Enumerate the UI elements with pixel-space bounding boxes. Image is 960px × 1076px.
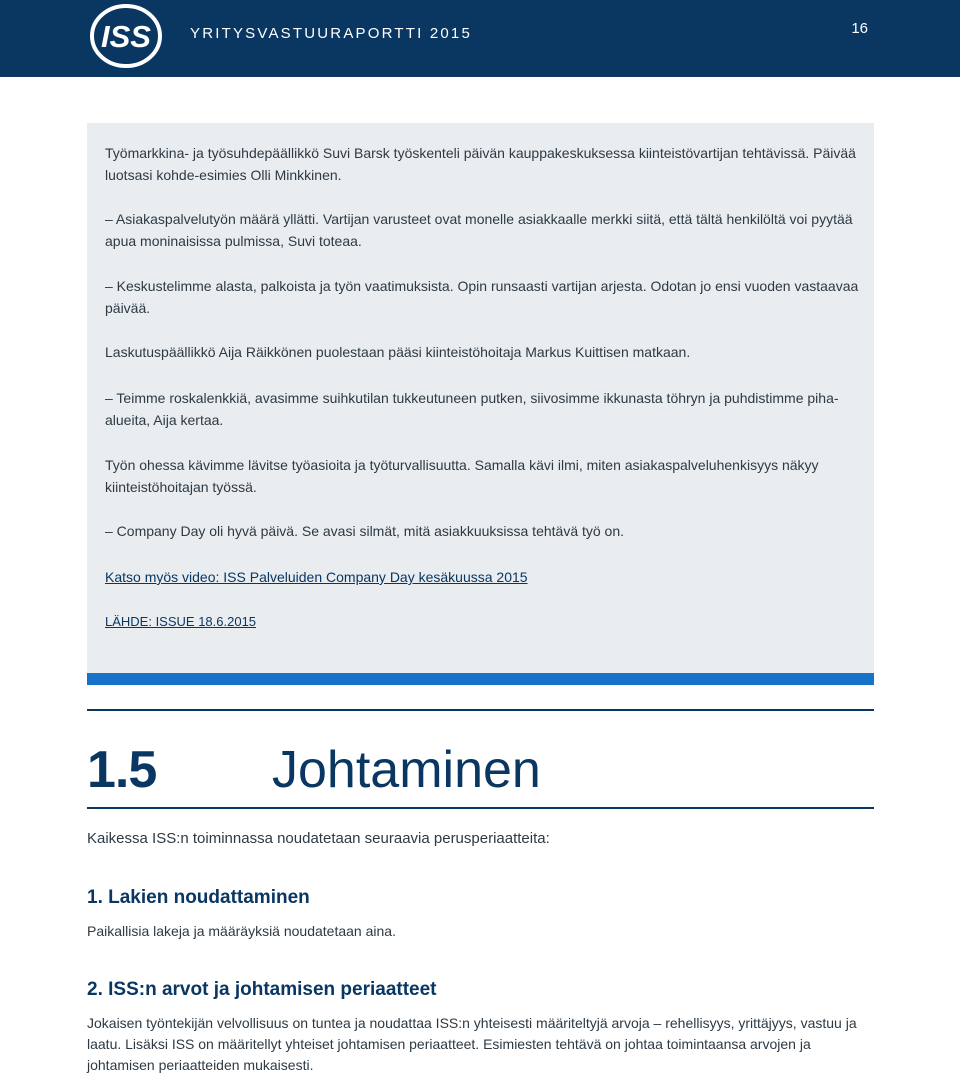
report-header xyxy=(0,0,960,77)
logo-lettering: ISS xyxy=(101,19,151,54)
video-link[interactable]: Katso myös video: ISS Palveluiden Company Day kesäkuussa 2015 xyxy=(105,569,528,585)
page-number: 16 xyxy=(851,20,868,37)
report-title: YRITYSVASTUURAPORTTI 2015 xyxy=(190,25,473,42)
section-number: 1.5 xyxy=(87,741,157,799)
story-paragraph: Työmarkkina- ja työsuhdepäällikkö Suvi Barsk työskenteli päivän kauppakeskuksessa kiinteistövartijan tehtävissä. Päivää luotsasi kohde-esimies Olli Minkkinen. xyxy=(105,145,856,183)
subsection-heading: 1. Lakien noudattaminen xyxy=(87,887,310,908)
story-box xyxy=(87,123,874,673)
story-paragraph: – Company Day oli hyvä päivä. Se avasi silmät, mitä asiakkuuksissa tehtävä työ on. xyxy=(105,523,625,539)
story-paragraph: Laskutuspäällikkö Aija Räikkönen puolestaan pääsi kiinteistöhoitaja Markus Kuittisen matkaan. xyxy=(105,344,691,360)
section-title: Johtaminen xyxy=(272,741,541,799)
subsection-heading: 2. ISS:n arvot ja johtamisen periaatteet xyxy=(87,979,437,1000)
source-link[interactable]: LÄHDE: ISSUE 18.6.2015 xyxy=(105,614,257,629)
box-accent-bar xyxy=(87,673,874,685)
story-paragraph: – Asiakaspalvelutyön määrä yllätti. Vartijan varusteet ovat monelle asiakkaalle merkki siitä, että tältä henkilöltä voi pyytää apua moninaisissa pulmissa, Suvi toteaa. xyxy=(105,211,853,249)
section-bottom-rule xyxy=(87,807,874,809)
iss-logo xyxy=(89,4,163,68)
subsection-text: Jokaisen työntekijän velvollisuus on tuntea ja noudattaa ISS:n yhteisesti määriteltyjä arvoja – rehellisyys, yrittäjyys, vastuu ja laatu. Lisäksi ISS on määritellyt yhteiset johtamisen periaatteet. Esimiesten tehtävä on johtaa toimintaansa arvojen ja johtamisen periaatteiden mukaisesti. xyxy=(87,1015,857,1073)
section-top-rule xyxy=(87,709,874,711)
section-intro: Kaikessa ISS:n toiminnassa noudatetaan seuraavia perusperiaatteita: xyxy=(87,830,550,847)
story-paragraph: – Keskustelimme alasta, palkoista ja työn vaatimuksista. Opin runsaasti vartijan arjesta. Odotan jo ensi vuoden vastaavaa päivää. xyxy=(105,278,859,316)
story-paragraph: Työn ohessa kävimme lävitse työasioita ja työturvallisuutta. Samalla kävi ilmi, miten asiakaspalveluhenkisyys näkyy kiinteistöhoitajan työssä. xyxy=(105,457,819,495)
subsection-text: Paikallisia lakeja ja määräyksiä noudatetaan aina. xyxy=(87,923,396,939)
story-paragraph: – Teimme roskalenkkiä, avasimme suihkutilan tukkeutuneen putken, siivosimme ikkunasta töhryn ja puhdistimme piha-alueita, Aija kertaa. xyxy=(105,390,839,428)
